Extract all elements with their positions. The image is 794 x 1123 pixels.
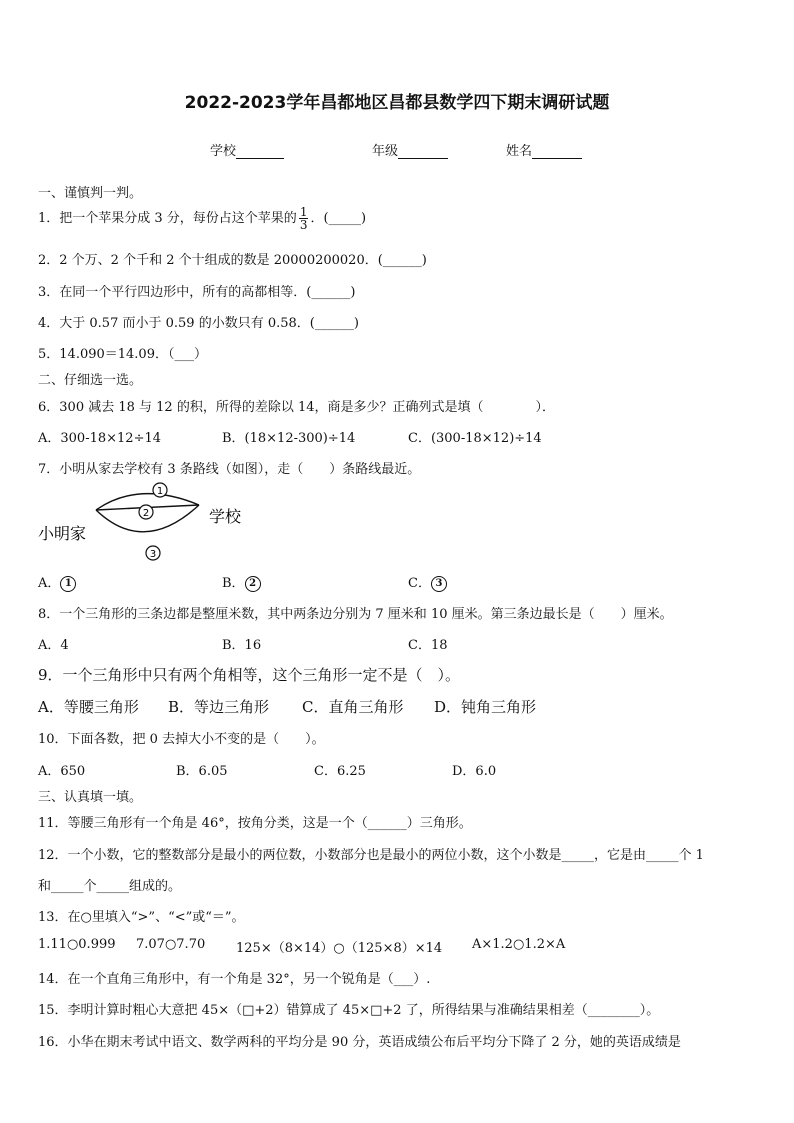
route-diagram — [34, 478, 264, 564]
q9-option-b: B．等边三角形 — [168, 698, 270, 716]
question-10: 10．下面各数，把 0 去掉大小不变的是（ ）。 — [38, 732, 325, 747]
q6-option-b: B．(18×12-300)÷14 — [222, 431, 356, 446]
fraction-one-third: $\frac{1}{3}$ — [299, 205, 308, 232]
question-3: 3．在同一个平行四边形中，所有的高都相等．(______) — [38, 285, 356, 300]
question-14: 14．在一个直角三角形中，有一个角是 32°，另一个锐角是（___）. — [38, 972, 431, 987]
section-3-heading: 三、认真填一填。 — [38, 790, 143, 805]
q13-item-b: 7.07○7.70 — [136, 937, 206, 952]
question-12-line-2: 和_____个_____组成的。 — [38, 879, 182, 894]
q7-option-b: B． 2 — [222, 572, 261, 592]
q10-option-b: B．6.05 — [176, 764, 228, 779]
question-15: 15．李明计算时粗心大意把 45×（□+2）错算成了 45×□+2 了，所得结果与准确结果相差（________）。 — [38, 1003, 660, 1018]
q9-option-d: D．钝角三角形 — [434, 698, 537, 716]
home-label: 小明家 — [38, 524, 87, 543]
route-3-label: 3 — [149, 549, 157, 560]
section-1-heading: 一、谨慎判一判。 — [38, 186, 143, 201]
question-12-line-1: 12．一个小数，它的整数部分是最小的两位数，小数部分也是最小的两位小数，这个小数是_____，它是由_____个 1 — [38, 848, 704, 863]
question-16: 16．小华在期末考试中语文、数学两科的平均分是 90 分，英语成绩公布后平均分下降了 2 分，她的英语成绩是 — [38, 1035, 681, 1050]
route-1-label: 1 — [156, 486, 164, 497]
question-11: 11．等腰三角形有一个角是 46°，按角分类，这是一个（______）三角形。 — [38, 816, 472, 831]
question-4: 4．大于 0.57 而小于 0.59 的小数只有 0.58．(______) — [38, 316, 359, 331]
q9-option-a: A．等腰三角形 — [38, 698, 139, 716]
q8-option-c: C．18 — [408, 638, 448, 653]
page-title: 2022-2023学年昌都地区昌都县数学四下期末调研试题 — [184, 93, 610, 113]
circled-2: 2 — [245, 576, 261, 592]
q8-option-b: B．16 — [222, 638, 262, 653]
q10-option-c: C．6.25 — [314, 764, 366, 779]
q8-option-a: A．4 — [38, 638, 69, 653]
question-1: 1．把一个苹果分成 3 分，每份占这个苹果的 $\frac{1}{3}$ ．(_____) — [38, 205, 367, 232]
school-label: 学校 — [209, 507, 242, 526]
question-2: 2．2 个万、2 个千和 2 个十组成的数是 20000200020．(______) — [38, 253, 427, 268]
q6-option-a: A．300-18×12÷14 — [38, 431, 162, 446]
q13-item-c: 125×（8×14）○（125×8）×14 — [236, 941, 443, 956]
question-6: 6．300 减去 18 与 12 的积，所得的差除以 14，商是多少？正确列式是填（ ）． — [38, 400, 556, 415]
school-field: 学校 — [210, 140, 284, 159]
grade-field: 年级 — [372, 140, 448, 159]
question-13: 13．在○里填入“>”、“<”或“＝”。 — [38, 910, 245, 925]
question-7: 7．小明从家去学校有 3 条路线（如图），走（ ）条路线最近。 — [38, 462, 421, 477]
question-8: 8．一个三角形的三条边都是整厘米数，其中两条边分别为 7 厘米和 10 厘米。第三条边最长是（ ）厘米。 — [38, 607, 673, 622]
q6-option-c: C．(300-18×12)÷14 — [408, 431, 542, 446]
route-2-label: 2 — [142, 508, 150, 519]
q10-option-d: D．6.0 — [452, 764, 497, 779]
question-5: 5．14.090＝14.09．（___） — [38, 347, 207, 362]
question-9: 9．一个三角形中只有两个角相等，这个三角形一定不是（ ）。 — [38, 666, 461, 684]
section-2-heading: 二、仔细选一选。 — [38, 373, 143, 388]
q9-option-c: C．直角三角形 — [302, 698, 404, 716]
q7-option-c: C． 3 — [408, 572, 447, 592]
name-field: 姓名 — [506, 140, 582, 159]
q10-option-a: A．650 — [38, 764, 86, 779]
circled-3: 3 — [431, 576, 447, 592]
circled-1: 1 — [60, 576, 76, 592]
q13-item-a: 1.11○0.999 — [38, 937, 116, 952]
q7-option-a: A． 1 — [38, 572, 76, 592]
q13-item-d: A×1.2○1.2×A — [472, 937, 566, 952]
